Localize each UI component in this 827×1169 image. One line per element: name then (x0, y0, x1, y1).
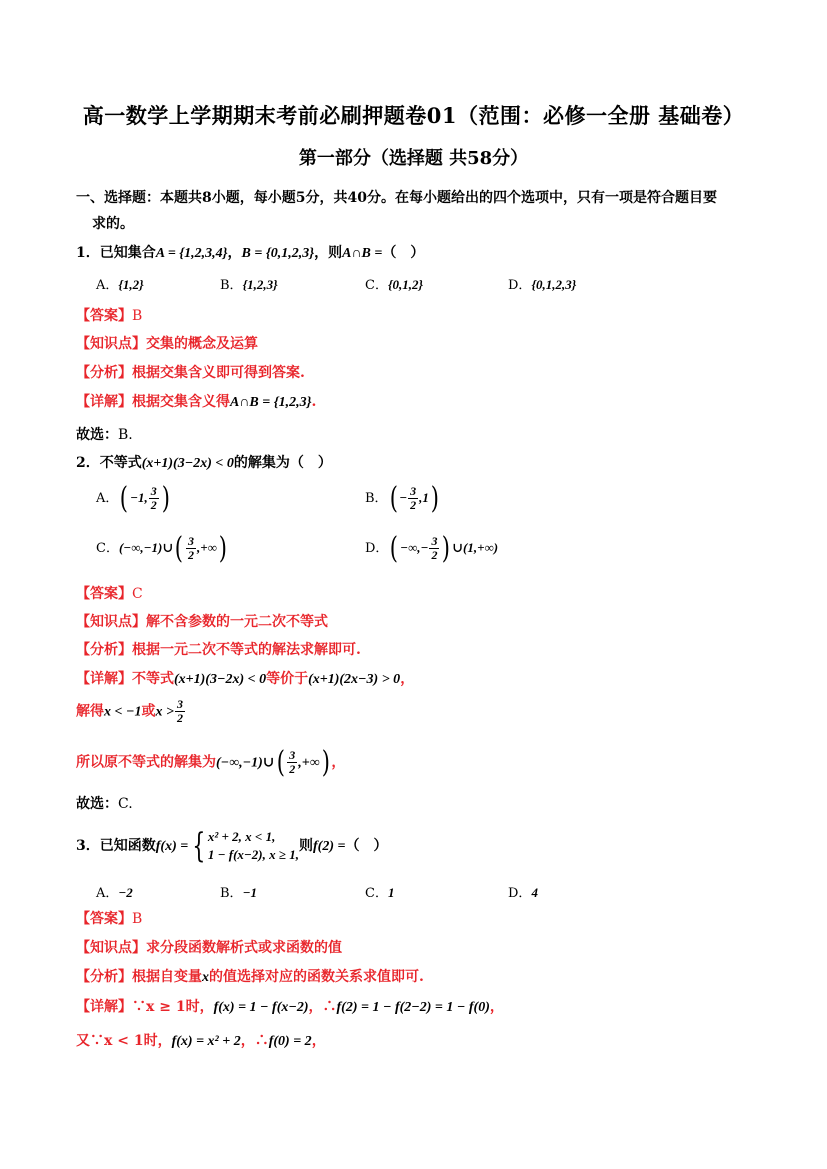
q3-answer: 【答案】B (76, 911, 143, 927)
q1-option-a: A．{1,2} (96, 277, 144, 293)
q3-option-c: C．1 (365, 885, 395, 901)
q1-answer: 【答案】B (76, 308, 143, 324)
question-1-stem: 1．已知集合A = {1,2,3,4}，B = {0,1,2,3}，则A∩B =（ ） (76, 245, 425, 261)
q2-option-d: D．( −∞,− $\frac{3}{2}$ ) ∪(1,+∞) (365, 531, 499, 566)
question-3-stem: 3．已知函数f(x) = { x² + 2, x < 1, 1 − f(x−2), x ≥ 1, 则f(2) =（ ） (76, 826, 388, 866)
q3-option-b: B．−1 (220, 885, 257, 901)
section-title: 第一部分（选择题 共58分） (298, 148, 529, 169)
q3-analysis: 【分析】根据自变量x的值选择对应的函数关系求值即可. (76, 969, 424, 985)
q2-answer: 【答案】C (76, 586, 143, 602)
q2-detail-1: 【详解】不等式(x+1)(3−2x) < 0等价于(x+1)(2x−3) > 0， (76, 671, 415, 687)
q3-option-a: A．−2 (96, 885, 133, 901)
section-instructions: 一、选择题：本题共8小题，每小题5分，共40分。在每小题给出的四个选项中，只有一项是符合题目要 (76, 190, 717, 206)
q3-detail-1: 【详解】∵x ≥ 1时，f(x) = 1 − f(x−2)，∴f(2) = 1 − f(2−2) = 1 − f(0)， (76, 999, 504, 1015)
q3-knowledge: 【知识点】求分段函数解析式或求函数的值 (76, 940, 342, 956)
question-2-stem: 2．不等式(x+1)(3−2x) < 0的解集为（ ） (76, 455, 332, 471)
q2-detail-3: 所以原不等式的解集为(−∞,−1)∪( $\frac{3}{2}$ ,+∞) ， (76, 745, 346, 780)
q1-detail: 【详解】根据交集含义得A∩B = {1,2,3}. (76, 394, 317, 410)
q1-analysis: 【分析】根据交集含义即可得到答案. (76, 365, 305, 381)
q1-option-c: C．{0,1,2} (365, 277, 424, 293)
page-title: 高一数学上学期期末考前必刷押题卷01（范围：必修一全册 基础卷） (82, 103, 745, 128)
q1-choose: 故选：B. (76, 427, 133, 443)
q2-option-c: C．(−∞,−1)∪( $\frac{3}{2}$ ,+∞) (96, 531, 227, 566)
q3-option-d: D．4 (508, 885, 538, 901)
q2-knowledge: 【知识点】解不含参数的一元二次不等式 (76, 614, 328, 630)
q2-choose: 故选：C. (76, 796, 133, 812)
q2-option-b: B．( − $\frac{3}{2}$ ,1) (365, 481, 439, 516)
q3-detail-2: 又∵x < 1时，f(x) = x² + 2，∴f(0) = 2， (76, 1033, 326, 1049)
q2-option-a: A．( −1, $\frac{3}{2}$ ) (96, 481, 170, 516)
q1-option-b: B．{1,2,3} (220, 277, 278, 293)
q2-detail-2: 解得x < −1或x > $\frac{3}{2}$ (76, 697, 183, 726)
q1-option-d: D．{0,1,2,3} (508, 277, 577, 293)
section-instructions-cont: 求的。 (92, 216, 134, 232)
q2-analysis: 【分析】根据一元二次不等式的解法求解即可. (76, 642, 361, 658)
q1-knowledge: 【知识点】交集的概念及运算 (76, 336, 258, 352)
